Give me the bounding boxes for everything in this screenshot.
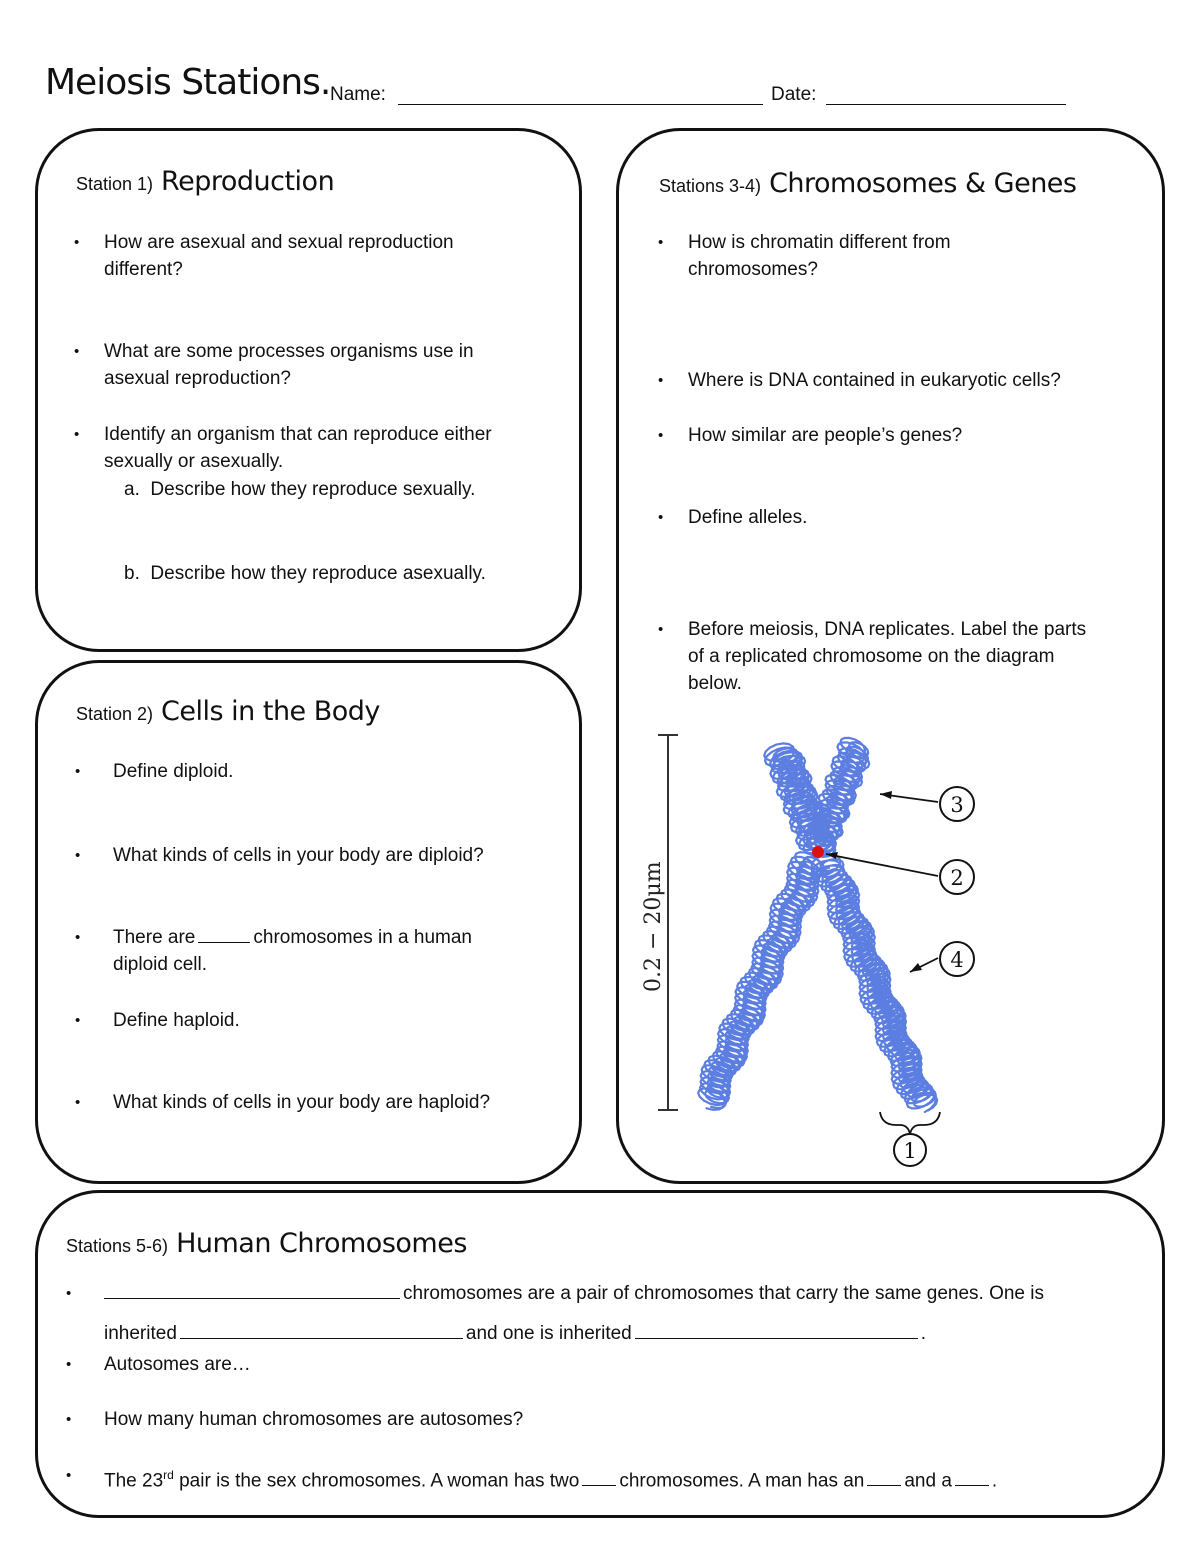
chromatid-width-brace bbox=[880, 1112, 940, 1134]
station-3-4-label: Stations 3-4) bbox=[659, 176, 762, 196]
station-5-6-question-1-cont: inherited and one is inherited . bbox=[104, 1323, 927, 1344]
date-field-line[interactable] bbox=[826, 82, 1066, 105]
name-field-line[interactable] bbox=[398, 82, 763, 105]
station-1-sub-a: a. Describe how they reproduce sexually. bbox=[124, 479, 476, 500]
man-sex-chromosome-blank-1[interactable] bbox=[867, 1484, 901, 1486]
station-1-question-2: • What are some processes organisms use in asexual reproduction? bbox=[74, 341, 474, 389]
station-1-question-1: • How are asexual and sexual reproduction different? bbox=[74, 232, 454, 280]
station-2-label: Station 2) bbox=[76, 704, 154, 724]
station-1-sub-b: b. Describe how they reproduce asexually. bbox=[124, 563, 486, 584]
chromatid-lower-right-arm bbox=[812, 854, 938, 1112]
label-2-marker bbox=[940, 860, 974, 894]
svg-text:2: 2 bbox=[950, 866, 964, 890]
station-5-6-question-4: • The 23rd pair is the sex chromosomes. A woman has two chromosomes. A man has an and a . bbox=[66, 1467, 998, 1492]
date-label: Date: bbox=[771, 84, 817, 105]
label-4-marker bbox=[940, 942, 974, 976]
station-3-4-question-2: • Where is DNA contained in eukaryotic cells? bbox=[658, 370, 1061, 391]
label-1-marker bbox=[894, 1134, 926, 1166]
station-5-6-question-1: • chromosomes are a pair of chromosomes that carry the same genes. One is bbox=[66, 1283, 1044, 1304]
inherited-from-blank-1[interactable] bbox=[180, 1337, 463, 1339]
svg-text:4: 4 bbox=[950, 948, 964, 972]
homologous-blank[interactable] bbox=[104, 1297, 400, 1299]
chromatid-lower-left-arm bbox=[698, 852, 824, 1110]
woman-sex-chromosome-blank[interactable] bbox=[582, 1484, 616, 1486]
station-1-header bbox=[76, 166, 334, 197]
station-1-label: Station 1) bbox=[76, 174, 154, 194]
station-2-question-1: • Define diploid. bbox=[75, 761, 234, 782]
svg-text:3: 3 bbox=[950, 793, 964, 817]
station-1-question-3: • Identify an organism that can reproduce either sexually or asexually. bbox=[74, 424, 492, 472]
station-2-question-5: • What kinds of cells in your body are haploid? bbox=[75, 1092, 491, 1113]
station-1-title: Reproduction bbox=[161, 166, 335, 197]
station-2-title: Cells in the Body bbox=[161, 696, 380, 727]
name-label: Name: bbox=[330, 84, 386, 105]
centromere-dot bbox=[812, 846, 824, 858]
station-3-4-question-3: • How similar are people’s genes? bbox=[658, 425, 963, 446]
man-sex-chromosome-blank-2[interactable] bbox=[955, 1484, 989, 1486]
station-3-4-header bbox=[659, 168, 1076, 199]
scale-label: 0.2 − 20μm bbox=[641, 861, 666, 992]
svg-text:1: 1 bbox=[903, 1139, 917, 1163]
station-5-6-label: Stations 5-6) bbox=[66, 1236, 169, 1256]
station-5-6-header bbox=[66, 1228, 467, 1259]
inherited-from-blank-2[interactable] bbox=[635, 1337, 918, 1339]
station-2-question-3: • There are chromosomes in a human diploid cell. bbox=[75, 927, 472, 975]
diploid-count-blank[interactable] bbox=[198, 941, 250, 943]
station-3-4-question-4: • Define alleles. bbox=[658, 507, 808, 528]
chromosome-diagram bbox=[630, 720, 1150, 1170]
worksheet-title: Meiosis Stations. bbox=[45, 62, 331, 103]
station-5-6-question-2: • Autosomes are… bbox=[66, 1354, 251, 1375]
station-2-question-4: • Define haploid. bbox=[75, 1010, 240, 1031]
station-5-6-question-3: • How many human chromosomes are autosomes? bbox=[66, 1409, 524, 1430]
chromatids bbox=[698, 738, 937, 1112]
station-2-header bbox=[76, 696, 380, 727]
station-5-6-title: Human Chromosomes bbox=[176, 1228, 467, 1259]
station-3-4-question-5: • Before meiosis, DNA replicates. Label the parts of a replicated chromosome on the diagram below. bbox=[658, 619, 1087, 694]
label-3-marker bbox=[940, 787, 974, 821]
station-2-question-2: • What kinds of cells in your body are diploid? bbox=[75, 845, 484, 866]
station-3-4-title: Chromosomes & Genes bbox=[769, 168, 1077, 199]
station-3-4-question-1: • How is chromatin different from chromosomes? bbox=[658, 232, 951, 280]
